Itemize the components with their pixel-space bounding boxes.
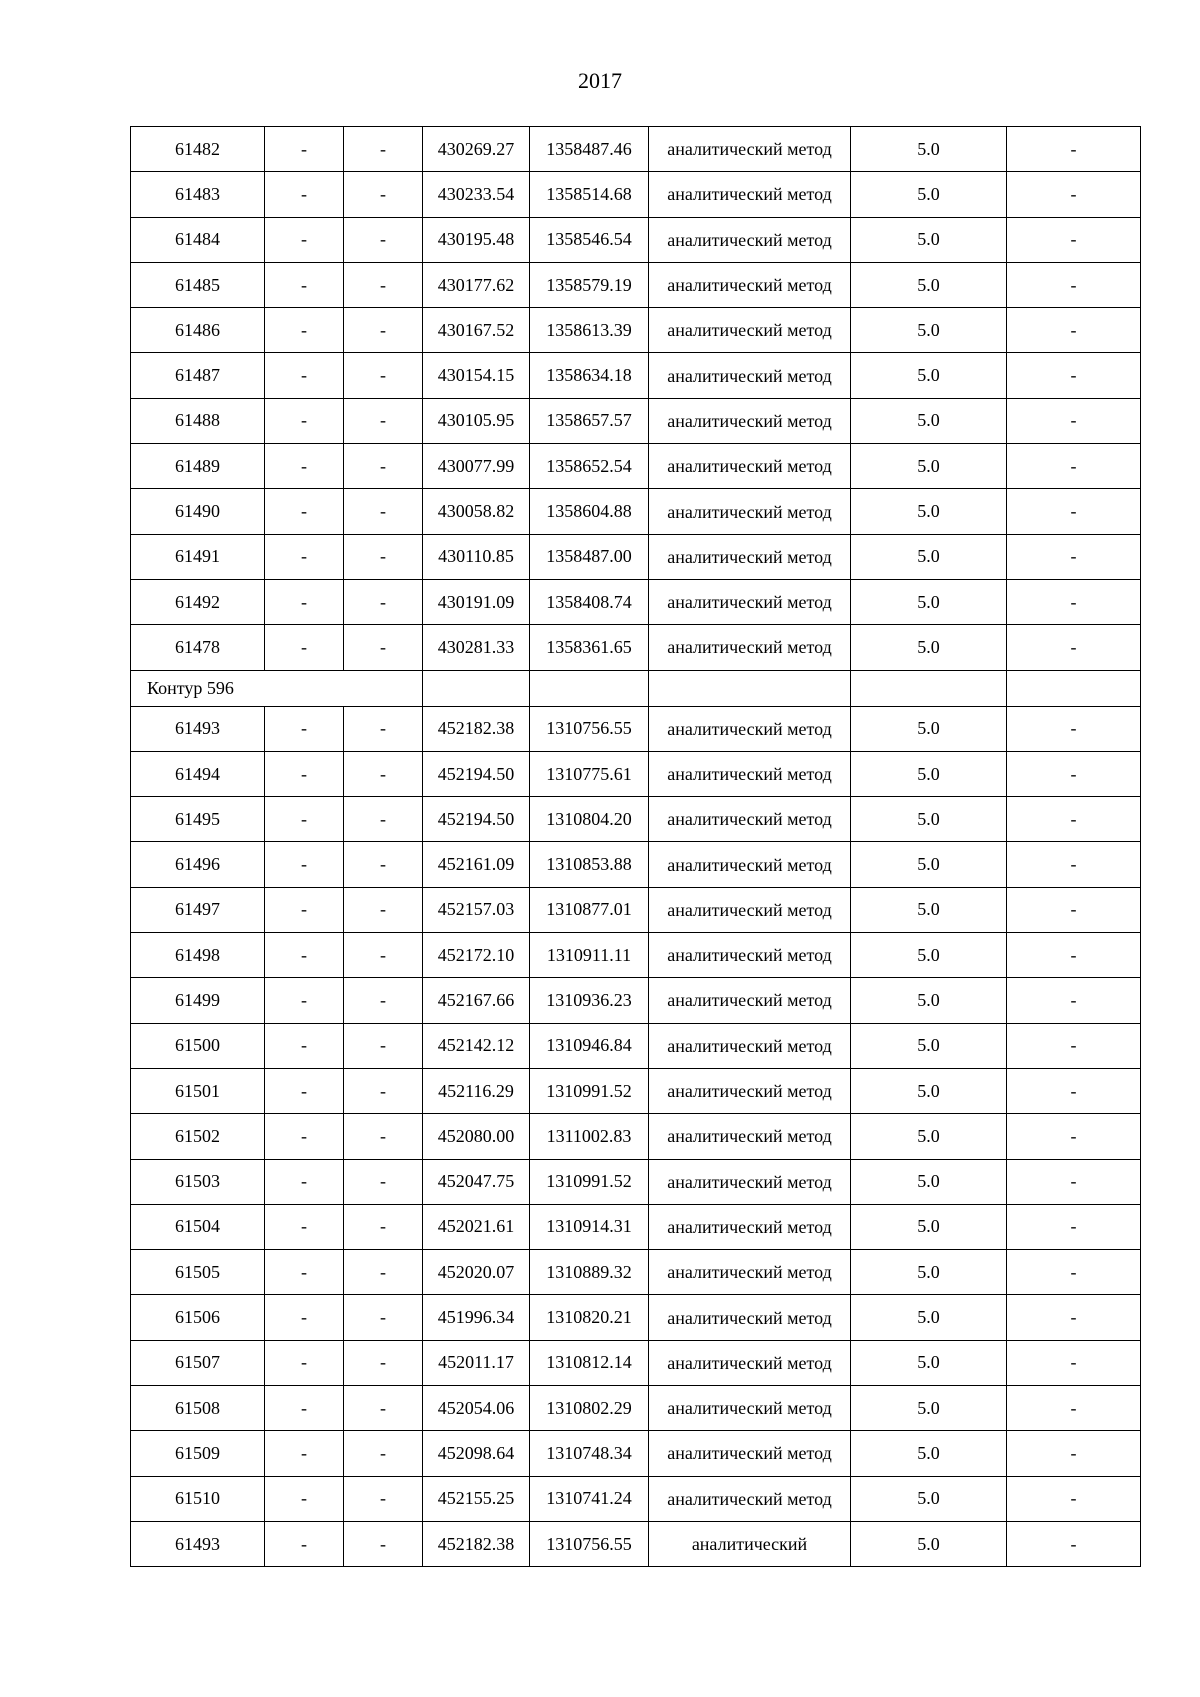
table-row xyxy=(131,1114,1141,1159)
y-coordinate-cell: 1310853.88 xyxy=(530,842,649,887)
accuracy-cell: 5.0 xyxy=(851,1023,1007,1068)
table-row xyxy=(131,797,1141,842)
empty-value-cell: - xyxy=(344,353,423,398)
empty-value-cell: - xyxy=(344,127,423,172)
method-cell: аналитический метод xyxy=(649,625,851,670)
empty-value-cell: - xyxy=(344,398,423,443)
x-coordinate-cell: 430195.48 xyxy=(423,217,530,262)
y-coordinate-cell: 1358546.54 xyxy=(530,217,649,262)
empty-cell xyxy=(423,670,530,706)
table-row xyxy=(131,1295,1141,1340)
y-coordinate-cell: 1310991.52 xyxy=(530,1159,649,1204)
table-row xyxy=(131,308,1141,353)
y-coordinate-cell: 1310991.52 xyxy=(530,1068,649,1113)
table-row xyxy=(131,1023,1141,1068)
empty-value-cell: - xyxy=(344,1250,423,1295)
x-coordinate-cell: 430269.27 xyxy=(423,127,530,172)
method-cell: аналитический метод xyxy=(649,1068,851,1113)
table-row xyxy=(131,625,1141,670)
empty-value-cell: - xyxy=(344,1295,423,1340)
x-coordinate-cell: 452167.66 xyxy=(423,978,530,1023)
table-row xyxy=(131,579,1141,624)
point-id-cell: 61507 xyxy=(131,1340,265,1385)
empty-value-cell: - xyxy=(265,842,344,887)
table-row xyxy=(131,1386,1141,1431)
point-id-cell: 61503 xyxy=(131,1159,265,1204)
point-id-cell: 61482 xyxy=(131,127,265,172)
note-cell: - xyxy=(1007,842,1141,887)
method-cell: аналитический метод xyxy=(649,262,851,307)
coordinates-table xyxy=(130,126,1141,1567)
note-cell: - xyxy=(1007,1431,1141,1476)
empty-value-cell: - xyxy=(265,1431,344,1476)
x-coordinate-cell: 452194.50 xyxy=(423,751,530,796)
note-cell: - xyxy=(1007,1295,1141,1340)
empty-value-cell: - xyxy=(344,444,423,489)
x-coordinate-cell: 430058.82 xyxy=(423,489,530,534)
empty-value-cell: - xyxy=(265,489,344,534)
point-id-cell: 61500 xyxy=(131,1023,265,1068)
empty-value-cell: - xyxy=(344,797,423,842)
x-coordinate-cell: 452098.64 xyxy=(423,1431,530,1476)
note-cell: - xyxy=(1007,1068,1141,1113)
point-id-cell: 61493 xyxy=(131,706,265,751)
accuracy-cell: 5.0 xyxy=(851,751,1007,796)
accuracy-cell: 5.0 xyxy=(851,1250,1007,1295)
x-coordinate-cell: 430077.99 xyxy=(423,444,530,489)
accuracy-cell: 5.0 xyxy=(851,217,1007,262)
x-coordinate-cell: 430281.33 xyxy=(423,625,530,670)
table-row xyxy=(131,172,1141,217)
accuracy-cell: 5.0 xyxy=(851,625,1007,670)
accuracy-cell: 5.0 xyxy=(851,308,1007,353)
point-id-cell: 61483 xyxy=(131,172,265,217)
point-id-cell: 61487 xyxy=(131,353,265,398)
point-id-cell: 61492 xyxy=(131,579,265,624)
empty-value-cell: - xyxy=(344,262,423,307)
empty-value-cell: - xyxy=(265,172,344,217)
page-number: 2017 xyxy=(578,68,622,93)
method-cell: аналитический метод xyxy=(649,1476,851,1521)
x-coordinate-cell: 452047.75 xyxy=(423,1159,530,1204)
empty-value-cell: - xyxy=(265,978,344,1023)
x-coordinate-cell: 430110.85 xyxy=(423,534,530,579)
point-id-cell: 61496 xyxy=(131,842,265,887)
point-id-cell: 61485 xyxy=(131,262,265,307)
empty-value-cell: - xyxy=(265,1250,344,1295)
note-cell: - xyxy=(1007,1250,1141,1295)
note-cell: - xyxy=(1007,706,1141,751)
empty-value-cell: - xyxy=(265,933,344,978)
point-id-cell: 61490 xyxy=(131,489,265,534)
note-cell: - xyxy=(1007,489,1141,534)
empty-value-cell: - xyxy=(344,489,423,534)
y-coordinate-cell: 1310820.21 xyxy=(530,1295,649,1340)
empty-value-cell: - xyxy=(265,1386,344,1431)
accuracy-cell: 5.0 xyxy=(851,1159,1007,1204)
point-id-cell: 61489 xyxy=(131,444,265,489)
accuracy-cell: 5.0 xyxy=(851,444,1007,489)
table-row xyxy=(131,444,1141,489)
table-row xyxy=(131,1159,1141,1204)
empty-value-cell: - xyxy=(344,887,423,932)
method-cell: аналитический метод xyxy=(649,1114,851,1159)
x-coordinate-cell: 452172.10 xyxy=(423,933,530,978)
note-cell: - xyxy=(1007,444,1141,489)
table-row xyxy=(131,534,1141,579)
note-cell: - xyxy=(1007,1204,1141,1249)
empty-value-cell: - xyxy=(344,842,423,887)
empty-value-cell: - xyxy=(344,534,423,579)
point-id-cell: 61502 xyxy=(131,1114,265,1159)
method-cell: аналитический метод xyxy=(649,308,851,353)
method-cell: аналитический xyxy=(649,1521,851,1566)
accuracy-cell: 5.0 xyxy=(851,933,1007,978)
note-cell: - xyxy=(1007,127,1141,172)
table-row xyxy=(131,1340,1141,1385)
accuracy-cell: 5.0 xyxy=(851,398,1007,443)
method-cell: аналитический метод xyxy=(649,1295,851,1340)
y-coordinate-cell: 1358514.68 xyxy=(530,172,649,217)
y-coordinate-cell: 1310741.24 xyxy=(530,1476,649,1521)
accuracy-cell: 5.0 xyxy=(851,978,1007,1023)
empty-value-cell: - xyxy=(344,1204,423,1249)
y-coordinate-cell: 1310936.23 xyxy=(530,978,649,1023)
method-cell: аналитический метод xyxy=(649,398,851,443)
empty-value-cell: - xyxy=(265,262,344,307)
empty-value-cell: - xyxy=(344,1159,423,1204)
table-row xyxy=(131,978,1141,1023)
y-coordinate-cell: 1310946.84 xyxy=(530,1023,649,1068)
method-cell: аналитический метод xyxy=(649,353,851,398)
empty-value-cell: - xyxy=(344,579,423,624)
x-coordinate-cell: 452194.50 xyxy=(423,797,530,842)
empty-value-cell: - xyxy=(344,978,423,1023)
accuracy-cell: 5.0 xyxy=(851,1386,1007,1431)
point-id-cell: 61508 xyxy=(131,1386,265,1431)
empty-value-cell: - xyxy=(344,706,423,751)
point-id-cell: 61493 xyxy=(131,1521,265,1566)
x-coordinate-cell: 452011.17 xyxy=(423,1340,530,1385)
empty-value-cell: - xyxy=(344,1476,423,1521)
y-coordinate-cell: 1358652.54 xyxy=(530,444,649,489)
y-coordinate-cell: 1310756.55 xyxy=(530,706,649,751)
note-cell: - xyxy=(1007,1476,1141,1521)
accuracy-cell: 5.0 xyxy=(851,534,1007,579)
note-cell: - xyxy=(1007,262,1141,307)
accuracy-cell: 5.0 xyxy=(851,579,1007,624)
table-row xyxy=(131,353,1141,398)
accuracy-cell: 5.0 xyxy=(851,1340,1007,1385)
y-coordinate-cell: 1358487.46 xyxy=(530,127,649,172)
accuracy-cell: 5.0 xyxy=(851,842,1007,887)
empty-value-cell: - xyxy=(344,308,423,353)
note-cell: - xyxy=(1007,398,1141,443)
table-row xyxy=(131,842,1141,887)
y-coordinate-cell: 1310802.29 xyxy=(530,1386,649,1431)
method-cell: аналитический метод xyxy=(649,887,851,932)
accuracy-cell: 5.0 xyxy=(851,489,1007,534)
method-cell: аналитический метод xyxy=(649,842,851,887)
x-coordinate-cell: 452142.12 xyxy=(423,1023,530,1068)
note-cell: - xyxy=(1007,308,1141,353)
accuracy-cell: 5.0 xyxy=(851,706,1007,751)
empty-value-cell: - xyxy=(344,172,423,217)
method-cell: аналитический метод xyxy=(649,797,851,842)
empty-value-cell: - xyxy=(344,625,423,670)
empty-value-cell: - xyxy=(344,1521,423,1566)
note-cell: - xyxy=(1007,625,1141,670)
point-id-cell: 61495 xyxy=(131,797,265,842)
y-coordinate-cell: 1310914.31 xyxy=(530,1204,649,1249)
empty-value-cell: - xyxy=(265,353,344,398)
x-coordinate-cell: 452080.00 xyxy=(423,1114,530,1159)
empty-cell xyxy=(1007,670,1141,706)
empty-value-cell: - xyxy=(265,1521,344,1566)
empty-value-cell: - xyxy=(344,933,423,978)
empty-value-cell: - xyxy=(344,217,423,262)
contour-header-row xyxy=(131,670,1141,706)
table-row xyxy=(131,398,1141,443)
contour-label: Контур 596 xyxy=(131,670,423,706)
empty-cell xyxy=(851,670,1007,706)
method-cell: аналитический метод xyxy=(649,1340,851,1385)
accuracy-cell: 5.0 xyxy=(851,1114,1007,1159)
empty-value-cell: - xyxy=(265,751,344,796)
y-coordinate-cell: 1311002.83 xyxy=(530,1114,649,1159)
y-coordinate-cell: 1310877.01 xyxy=(530,887,649,932)
accuracy-cell: 5.0 xyxy=(851,127,1007,172)
x-coordinate-cell: 430191.09 xyxy=(423,579,530,624)
table-row xyxy=(131,217,1141,262)
table-row xyxy=(131,1476,1141,1521)
note-cell: - xyxy=(1007,579,1141,624)
x-coordinate-cell: 452021.61 xyxy=(423,1204,530,1249)
empty-value-cell: - xyxy=(265,887,344,932)
empty-value-cell: - xyxy=(265,1204,344,1249)
note-cell: - xyxy=(1007,1386,1141,1431)
y-coordinate-cell: 1310889.32 xyxy=(530,1250,649,1295)
x-coordinate-cell: 430233.54 xyxy=(423,172,530,217)
method-cell: аналитический метод xyxy=(649,127,851,172)
empty-value-cell: - xyxy=(265,1159,344,1204)
point-id-cell: 61509 xyxy=(131,1431,265,1476)
empty-value-cell: - xyxy=(344,1114,423,1159)
method-cell: аналитический метод xyxy=(649,444,851,489)
empty-value-cell: - xyxy=(265,217,344,262)
x-coordinate-cell: 452020.07 xyxy=(423,1250,530,1295)
note-cell: - xyxy=(1007,1340,1141,1385)
empty-value-cell: - xyxy=(265,1295,344,1340)
y-coordinate-cell: 1310804.20 xyxy=(530,797,649,842)
method-cell: аналитический метод xyxy=(649,1204,851,1249)
point-id-cell: 61494 xyxy=(131,751,265,796)
x-coordinate-cell: 452116.29 xyxy=(423,1068,530,1113)
y-coordinate-cell: 1358657.57 xyxy=(530,398,649,443)
accuracy-cell: 5.0 xyxy=(851,1476,1007,1521)
note-cell: - xyxy=(1007,751,1141,796)
empty-value-cell: - xyxy=(344,1068,423,1113)
point-id-cell: 61510 xyxy=(131,1476,265,1521)
x-coordinate-cell: 430105.95 xyxy=(423,398,530,443)
y-coordinate-cell: 1310911.11 xyxy=(530,933,649,978)
note-cell: - xyxy=(1007,353,1141,398)
x-coordinate-cell: 452155.25 xyxy=(423,1476,530,1521)
table-row xyxy=(131,887,1141,932)
note-cell: - xyxy=(1007,217,1141,262)
method-cell: аналитический метод xyxy=(649,1023,851,1068)
method-cell: аналитический метод xyxy=(649,1250,851,1295)
x-coordinate-cell: 452054.06 xyxy=(423,1386,530,1431)
accuracy-cell: 5.0 xyxy=(851,262,1007,307)
accuracy-cell: 5.0 xyxy=(851,887,1007,932)
y-coordinate-cell: 1358487.00 xyxy=(530,534,649,579)
x-coordinate-cell: 430154.15 xyxy=(423,353,530,398)
accuracy-cell: 5.0 xyxy=(851,1295,1007,1340)
table-row xyxy=(131,127,1141,172)
method-cell: аналитический метод xyxy=(649,1386,851,1431)
point-id-cell: 61486 xyxy=(131,308,265,353)
table-row xyxy=(131,262,1141,307)
y-coordinate-cell: 1310748.34 xyxy=(530,1431,649,1476)
x-coordinate-cell: 451996.34 xyxy=(423,1295,530,1340)
method-cell: аналитический метод xyxy=(649,706,851,751)
empty-value-cell: - xyxy=(265,1114,344,1159)
empty-value-cell: - xyxy=(265,444,344,489)
point-id-cell: 61488 xyxy=(131,398,265,443)
method-cell: аналитический метод xyxy=(649,751,851,796)
empty-value-cell: - xyxy=(265,127,344,172)
empty-value-cell: - xyxy=(265,579,344,624)
empty-cell xyxy=(530,670,649,706)
y-coordinate-cell: 1310756.55 xyxy=(530,1521,649,1566)
empty-value-cell: - xyxy=(265,797,344,842)
empty-value-cell: - xyxy=(344,1431,423,1476)
note-cell: - xyxy=(1007,797,1141,842)
point-id-cell: 61497 xyxy=(131,887,265,932)
point-id-cell: 61498 xyxy=(131,933,265,978)
table-row xyxy=(131,1431,1141,1476)
point-id-cell: 61484 xyxy=(131,217,265,262)
empty-value-cell: - xyxy=(265,1476,344,1521)
point-id-cell: 61501 xyxy=(131,1068,265,1113)
point-id-cell: 61478 xyxy=(131,625,265,670)
y-coordinate-cell: 1358604.88 xyxy=(530,489,649,534)
y-coordinate-cell: 1310775.61 xyxy=(530,751,649,796)
method-cell: аналитический метод xyxy=(649,1159,851,1204)
table-row xyxy=(131,1204,1141,1249)
method-cell: аналитический метод xyxy=(649,172,851,217)
method-cell: аналитический метод xyxy=(649,489,851,534)
empty-value-cell: - xyxy=(265,398,344,443)
point-id-cell: 61504 xyxy=(131,1204,265,1249)
table-body xyxy=(131,127,1141,1567)
note-cell: - xyxy=(1007,1521,1141,1566)
accuracy-cell: 5.0 xyxy=(851,797,1007,842)
y-coordinate-cell: 1310812.14 xyxy=(530,1340,649,1385)
accuracy-cell: 5.0 xyxy=(851,1068,1007,1113)
empty-value-cell: - xyxy=(265,1023,344,1068)
note-cell: - xyxy=(1007,534,1141,579)
y-coordinate-cell: 1358634.18 xyxy=(530,353,649,398)
empty-value-cell: - xyxy=(344,1386,423,1431)
point-id-cell: 61506 xyxy=(131,1295,265,1340)
method-cell: аналитический метод xyxy=(649,534,851,579)
empty-cell xyxy=(649,670,851,706)
empty-value-cell: - xyxy=(344,1023,423,1068)
accuracy-cell: 5.0 xyxy=(851,172,1007,217)
method-cell: аналитический метод xyxy=(649,217,851,262)
empty-value-cell: - xyxy=(265,534,344,579)
table-row xyxy=(131,706,1141,751)
note-cell: - xyxy=(1007,933,1141,978)
empty-value-cell: - xyxy=(265,1068,344,1113)
x-coordinate-cell: 452161.09 xyxy=(423,842,530,887)
method-cell: аналитический метод xyxy=(649,579,851,624)
empty-value-cell: - xyxy=(344,1340,423,1385)
table-row xyxy=(131,1068,1141,1113)
point-id-cell: 61491 xyxy=(131,534,265,579)
note-cell: - xyxy=(1007,1023,1141,1068)
empty-value-cell: - xyxy=(265,1340,344,1385)
x-coordinate-cell: 430177.62 xyxy=(423,262,530,307)
point-id-cell: 61499 xyxy=(131,978,265,1023)
empty-value-cell: - xyxy=(344,751,423,796)
note-cell: - xyxy=(1007,978,1141,1023)
x-coordinate-cell: 452182.38 xyxy=(423,1521,530,1566)
point-id-cell: 61505 xyxy=(131,1250,265,1295)
table-row xyxy=(131,489,1141,534)
accuracy-cell: 5.0 xyxy=(851,1431,1007,1476)
accuracy-cell: 5.0 xyxy=(851,1521,1007,1566)
x-coordinate-cell: 452157.03 xyxy=(423,887,530,932)
table-row xyxy=(131,1250,1141,1295)
table-row xyxy=(131,1521,1141,1566)
empty-value-cell: - xyxy=(265,625,344,670)
y-coordinate-cell: 1358408.74 xyxy=(530,579,649,624)
note-cell: - xyxy=(1007,887,1141,932)
accuracy-cell: 5.0 xyxy=(851,353,1007,398)
note-cell: - xyxy=(1007,1114,1141,1159)
y-coordinate-cell: 1358361.65 xyxy=(530,625,649,670)
y-coordinate-cell: 1358613.39 xyxy=(530,308,649,353)
accuracy-cell: 5.0 xyxy=(851,1204,1007,1249)
x-coordinate-cell: 452182.38 xyxy=(423,706,530,751)
note-cell: - xyxy=(1007,1159,1141,1204)
table-row xyxy=(131,751,1141,796)
empty-value-cell: - xyxy=(265,308,344,353)
table-row xyxy=(131,933,1141,978)
note-cell: - xyxy=(1007,172,1141,217)
empty-value-cell: - xyxy=(265,706,344,751)
method-cell: аналитический метод xyxy=(649,933,851,978)
y-coordinate-cell: 1358579.19 xyxy=(530,262,649,307)
method-cell: аналитический метод xyxy=(649,1431,851,1476)
x-coordinate-cell: 430167.52 xyxy=(423,308,530,353)
method-cell: аналитический метод xyxy=(649,978,851,1023)
